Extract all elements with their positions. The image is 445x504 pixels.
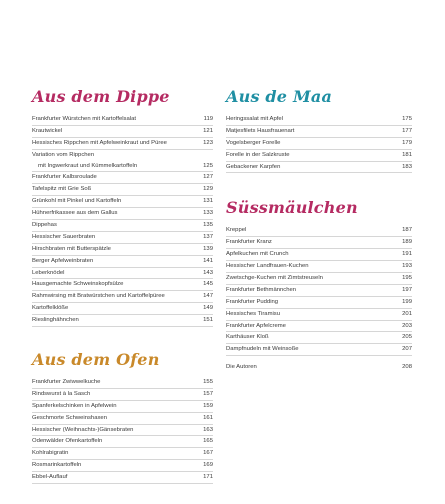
toc-entry-title: Frankfurter Kranz	[226, 239, 272, 246]
toc-entry[interactable]	[32, 268, 213, 280]
toc-entry[interactable]	[226, 162, 412, 174]
toc-entry-page: 123	[203, 139, 213, 146]
toc-entry-page: 151	[203, 317, 213, 324]
toc-entry-page: 197	[402, 286, 412, 293]
toc-entry[interactable]	[32, 303, 213, 315]
toc-entry[interactable]	[32, 161, 213, 173]
toc-entry[interactable]	[32, 389, 213, 401]
toc-entry-title: Frankfurter Kalbsroulade	[32, 174, 97, 181]
toc-entry[interactable]	[226, 138, 412, 150]
toc-entry[interactable]	[32, 184, 213, 196]
toc-entry-title: Kreppel	[226, 227, 247, 234]
toc-entry-page: 165	[203, 438, 213, 445]
toc-entry-title: Forelle in der Salzkruste	[226, 151, 290, 158]
toc-entry-page: 187	[402, 227, 412, 234]
toc-entry-title: Heringssalat mit Apfel	[226, 116, 283, 122]
toc-entry-title: Hessischer Sauerbraten	[32, 233, 96, 240]
toc-entry[interactable]	[226, 344, 412, 356]
toc-entry[interactable]	[32, 256, 213, 268]
toc-list-maa	[226, 114, 412, 173]
toc-entry-page: 203	[402, 322, 412, 329]
toc-entry-page: 157	[203, 390, 213, 397]
toc-entry[interactable]	[226, 237, 412, 249]
section-aus-de-maa	[226, 88, 412, 173]
toc-entry-page: 141	[203, 257, 213, 264]
toc-entry[interactable]	[32, 425, 213, 437]
toc-entry-title: Karthäuser Kloß	[226, 334, 269, 341]
toc-entry-page: 163	[203, 426, 213, 433]
toc-entry-title: Apfelkuchen mit Crunch	[226, 251, 289, 258]
toc-entry-title: Ebbel-Auflauf	[32, 474, 68, 481]
toc-entry[interactable]	[226, 273, 412, 285]
toc-entry[interactable]	[226, 249, 412, 261]
toc-entry-title: Hessisches Rippchen mit Apfelweinkraut und Püree	[32, 139, 167, 146]
toc-entry[interactable]	[32, 377, 213, 389]
toc-entry-title: Hessischer Landfrauen-Kuchen	[226, 263, 309, 270]
section-heading-suess: Süssmäulchen	[226, 198, 358, 218]
toc-entry[interactable]	[32, 436, 213, 448]
toc-entry-page: 201	[402, 310, 412, 317]
toc-entry-page: 171	[203, 474, 213, 481]
toc-entry-page: 159	[203, 402, 213, 409]
toc-entry[interactable]	[32, 208, 213, 220]
toc-entry-page: 147	[203, 293, 213, 300]
toc-entry[interactable]	[226, 321, 412, 333]
toc-entry-title: Rieslinghähnchen	[32, 317, 79, 324]
section-heading-dippe: Aus dem Dippe	[32, 87, 170, 106]
toc-entry-title: Spanferkelschinken in Apfelwein	[32, 402, 117, 409]
toc-entry-page: 169	[203, 462, 213, 469]
toc-entry-title: Gebackener Karpfen	[226, 163, 281, 170]
toc-entry[interactable]	[226, 261, 412, 273]
toc-entry-title: Frankfurter Würstchen mit Kartoffelsalat	[32, 116, 136, 122]
toc-entry-page: 207	[402, 346, 412, 353]
toc-entry[interactable]	[32, 291, 213, 303]
toc-entry[interactable]	[32, 138, 213, 150]
toc-entry-title: Matjesfilets Hausfrauenart	[226, 127, 295, 134]
toc-entry-title: Hühnerfrikassee aus dem Gallus	[32, 210, 118, 217]
toc-entry-page: 183	[402, 163, 412, 170]
toc-entry-title: Dippehas	[32, 222, 57, 229]
toc-entry-page: 155	[203, 379, 213, 386]
toc-entry[interactable]	[32, 244, 213, 256]
toc-entry-title: Kartoffelklöße	[32, 305, 69, 312]
section-heading-ofen: Aus dem Ofen	[32, 350, 160, 370]
toc-entry-page: 131	[203, 198, 213, 205]
toc-entry-title: Frankfurter Pudding	[226, 298, 279, 305]
toc-entry-page: 137	[203, 233, 213, 240]
toc-entry[interactable]	[32, 150, 213, 161]
toc-entry-title: Zwetschge-Kuchen mit Zimtstreuseln	[226, 275, 323, 282]
toc-entry-page: 199	[402, 298, 412, 305]
toc-entry-title: Berger Apfelweinbraten	[32, 257, 94, 264]
toc-entry-page: 208	[402, 364, 412, 371]
toc-entry-autoren[interactable]	[226, 362, 412, 373]
toc-entry[interactable]	[226, 114, 412, 126]
toc-entry-page: 145	[203, 281, 213, 288]
toc-entry-page: 195	[402, 275, 412, 282]
section-suessmaeulchen	[226, 199, 412, 373]
right-column	[226, 88, 412, 393]
toc-entry-title: Frankfurter Apfelcreme	[226, 322, 286, 329]
toc-entry-page: 127	[203, 174, 213, 181]
toc-entry-page: 161	[203, 414, 213, 421]
toc-entry-page: 175	[402, 116, 412, 122]
left-column	[32, 88, 213, 504]
toc-entry[interactable]	[226, 285, 412, 297]
toc-entry[interactable]	[32, 220, 213, 232]
toc-entry-title: Kohlrabigratin	[32, 450, 69, 457]
toc-entry[interactable]	[32, 279, 213, 291]
toc-entry[interactable]	[32, 232, 213, 244]
toc-entry-title: Frankfurter Zwiwwelkuche	[32, 379, 101, 386]
toc-list-dippe	[32, 114, 213, 327]
toc-entry-page: 121	[203, 127, 213, 134]
toc-entry-title: Krautwickel	[32, 127, 63, 134]
toc-entry-page: 191	[402, 251, 412, 258]
toc-entry-title: Rindswurst à la Sasch	[32, 390, 91, 397]
toc-entry-title: Rahmwirsing mit Bratwürstchen und Kartoffelpüree	[32, 293, 165, 300]
toc-entry-page: 167	[203, 450, 213, 457]
toc-entry-title: Odenwälder Ofenkartoffeln	[32, 438, 103, 445]
toc-entry-title: Tafelspitz mit Grie Soß	[32, 186, 92, 193]
toc-entry-title: Geschmorte Schweinshaxen	[32, 414, 107, 421]
toc-entry[interactable]	[226, 225, 412, 237]
toc-entry-title: Leberknödel	[32, 269, 65, 276]
toc-entry[interactable]	[32, 315, 213, 327]
toc-entry-title: Die Autoren	[226, 364, 257, 371]
toc-entry-title: Hirschbraten mit Butterspätzle	[32, 245, 111, 252]
toc-entry-title: Grünkohl mit Pinkel und Kartoffeln	[32, 198, 122, 205]
toc-entry[interactable]	[32, 472, 213, 484]
toc-entry[interactable]	[226, 297, 412, 309]
toc-entry[interactable]	[32, 401, 213, 413]
toc-entry-title: Hessisches Tiramisu	[226, 310, 281, 317]
toc-entry[interactable]	[226, 309, 412, 321]
toc-entry-page: 179	[402, 139, 412, 146]
toc-entry[interactable]	[32, 196, 213, 208]
toc-entry-title: Variation vom Rippchen	[32, 151, 95, 158]
toc-entry[interactable]	[32, 114, 213, 126]
toc-list-ofen	[32, 377, 213, 484]
toc-list-suess	[226, 225, 412, 356]
toc-entry[interactable]	[226, 126, 412, 138]
section-heading-maa: Aus de Maa	[226, 87, 333, 106]
toc-entry-page: 149	[203, 305, 213, 312]
toc-entry-title: Frankfurter Bethmännchen	[226, 286, 297, 293]
toc-entry-title: Vogelsberger Forelle	[226, 139, 281, 146]
toc-entry-page: 129	[203, 186, 213, 193]
toc-entry-title: mit Ingwerkraut und Kümmelkartoffeln	[38, 162, 138, 169]
toc-entry[interactable]	[32, 126, 213, 138]
toc-entry[interactable]	[226, 332, 412, 344]
toc-entry-page: 177	[402, 127, 412, 134]
toc-entry-page: 193	[402, 263, 412, 270]
section-aus-dem-ofen	[32, 351, 213, 484]
toc-entry-page: 133	[203, 210, 213, 217]
toc-entry-title: Dampfnudeln mit Weinsoße	[226, 346, 299, 353]
toc-entry-page: 125	[203, 162, 213, 169]
toc-entry-page: 181	[402, 151, 412, 158]
toc-entry-title: Hessischer (Weihnachts-)Gänsebraten	[32, 426, 134, 433]
toc-entry-page: 135	[203, 222, 213, 229]
toc-entry[interactable]	[32, 448, 213, 460]
toc-entry[interactable]	[226, 150, 412, 162]
toc-entry[interactable]	[32, 460, 213, 472]
toc-entry-title: Rosmarinkartoffeln	[32, 462, 82, 469]
toc-entry-page: 119	[203, 116, 213, 122]
toc-entry[interactable]	[32, 413, 213, 425]
toc-entry[interactable]	[32, 172, 213, 184]
section-aus-dem-dippe	[32, 88, 213, 327]
toc-entry-page: 189	[402, 239, 412, 246]
toc-entry-page: 143	[203, 269, 213, 276]
toc-entry-title: Hausgemachte Schweinskopfsülze	[32, 281, 124, 288]
toc-entry-page: 205	[402, 334, 412, 341]
toc-entry-page: 139	[203, 245, 213, 252]
